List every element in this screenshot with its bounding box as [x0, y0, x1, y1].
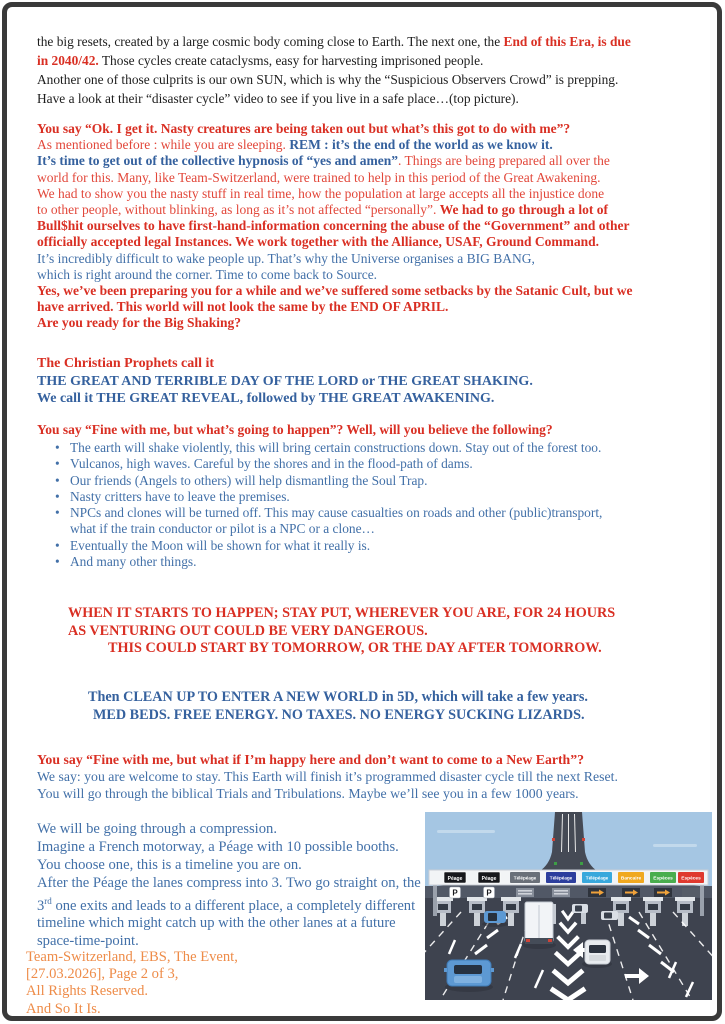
new-earth-section — [37, 752, 618, 803]
text-line — [37, 32, 631, 51]
sign-label: Péage — [447, 875, 463, 882]
sign-label: Bancaire — [620, 876, 642, 882]
text-segment: what if the train conductor or pilot is a NPC or a clone… — [70, 521, 375, 537]
text-line — [37, 153, 632, 169]
bullet-marker: • — [55, 456, 60, 472]
text-line: Have a look at their “disaster cycle” video to see if you live in a safe place…(top picture). — [37, 91, 519, 106]
footer-line: And So It Is. — [26, 1000, 101, 1017]
text-line: Another one of those culprits is our own SUN, which is why the “Suspicious Observers Crowd” is prepping. — [37, 72, 619, 87]
cloud — [437, 830, 495, 833]
arrow-panel — [654, 888, 672, 897]
silver-car — [572, 904, 588, 913]
text-line: THIS COULD START BY TOMORROW, OR THE DAY AFTER TOMORROW. — [108, 640, 602, 657]
bullet-marker: • — [55, 472, 60, 488]
text-line: The Christian Prophets call it — [37, 356, 215, 371]
text-segment: End of this Era, is due — [503, 34, 631, 49]
text-segment: one exits and leads to a different place, a completely different — [51, 897, 416, 914]
text-line: Imagine a French motorway, a Péage with 10 possible booths. — [37, 838, 399, 855]
list-item — [55, 554, 602, 570]
text-line: Bull$hit ourselves to have first-hand-information concerning the abuse of the “Government” and other — [37, 218, 630, 234]
text-segment: As mentioned before : while you are sleeping. — [37, 137, 290, 153]
text-segment: We had to go through a lot of — [439, 202, 608, 218]
text-line: space-time-point. — [37, 933, 139, 950]
compression-paragraph — [37, 821, 421, 951]
text-segment: Vulcanos, high waves. Careful by the shores and in the flood-path of dams. — [70, 456, 473, 472]
text-segment: Nasty critters have to leave the premises. — [70, 488, 290, 504]
silver-car — [601, 911, 618, 920]
footer-line: All Rights Reserved. — [26, 983, 149, 1000]
text-line: You choose one, this is a timeline you are on. — [37, 856, 302, 873]
text-line: After the Péage the lanes compress into 3. Two go straight on, the — [37, 874, 421, 891]
text-segment: to other people, without blinking, as long as it’s not affected “personally”. — [37, 202, 440, 218]
footer-line: [27.03.2026], Page 2 of 3, — [26, 966, 179, 983]
text-segment: Our friends (Angels to others) will help dismantling the Soul Trap. — [70, 472, 428, 488]
text-line: We call it THE GREAT REVEAL, followed by THE GREAT AWAKENING. — [37, 391, 495, 406]
text-segment: the big resets, created by a large cosmic body coming close to Earth. The next one, the — [37, 34, 504, 49]
text-segment: REM : it’s the end of the world as we know it. — [289, 137, 553, 153]
text-line: Yes, we’ve been preparing you for a while and we’ve suffered some setbacks by the Satanic Cult, but we — [37, 283, 633, 299]
text-line: It’s incredibly difficult to wake people up. That’s why the Universe organises a BIG BANG, — [37, 250, 535, 266]
text-line: Then CLEAN UP TO ENTER A NEW WORLD in 5D, which will take a few years. — [88, 689, 588, 705]
footer-line: Team-Switzerland, EBS, The Event, — [26, 949, 238, 965]
text-line: which is right around the corner. Time to come back to Source. — [37, 266, 378, 282]
happenings-header — [37, 422, 553, 438]
blue-car-large — [444, 960, 494, 992]
text-line: We had to show you the nasty stuff in real time, how the population at large accepts all the injustice done — [37, 185, 605, 201]
list-item-continuation — [55, 521, 602, 537]
sign-label: Télépéage — [513, 875, 537, 881]
happenings-list — [55, 440, 602, 570]
list-item — [55, 440, 602, 456]
intro-paragraph — [37, 32, 631, 108]
white-car — [582, 940, 612, 968]
list-item — [55, 473, 602, 489]
text-line — [37, 893, 421, 916]
text-line: officially accepted legal Instances. We work together with the Alliance, USAF, Ground Command. — [37, 234, 599, 250]
text-segment: . Things are being prepared all over the — [397, 153, 610, 169]
bullet-marker: • — [55, 554, 60, 570]
list-item — [55, 489, 602, 505]
section-heading: You say “Fine with me, but what if I’m happy here and don’t want to come to a New Earth”? — [37, 752, 585, 767]
card-panel — [516, 888, 534, 897]
cloud — [653, 844, 697, 847]
bullet-marker — [55, 521, 70, 537]
text-line: AS VENTURING OUT COULD BE VERY DANGEROUS. — [68, 622, 428, 639]
list-item — [55, 538, 602, 554]
text-segment: Those cycles create cataclysms, easy for harvesting imprisoned people. — [98, 53, 484, 68]
sign-label: Espèces — [653, 876, 673, 882]
parking-label: P — [452, 888, 458, 898]
ordinal-superscript: rd — [44, 895, 52, 906]
blue-car-small — [482, 911, 508, 927]
text-segment: Eventually the Moon will be shown for what it really is. — [70, 537, 371, 553]
text-line — [37, 137, 632, 153]
text-segment: It’s time to get out of the collective hypnosis of “yes and amen” — [37, 153, 398, 169]
bullet-marker: • — [55, 505, 60, 521]
parking-label: P — [486, 888, 492, 898]
text-segment: NPCs and clones will be turned off. This may cause casualties on roads and other (public)transport, — [70, 505, 603, 521]
page-footer — [26, 949, 238, 1018]
sign-label: Télépéage — [549, 875, 573, 881]
delivery-truck — [522, 902, 556, 949]
sign-label: Télépéage — [585, 875, 609, 881]
text-line: MED BEDS. FREE ENERGY. NO TAXES. NO ENERGY SUCKING LIZARDS. — [93, 706, 585, 723]
text-line — [37, 202, 632, 218]
list-item — [55, 505, 602, 521]
text-line: We say: you are welcome to stay. This Earth will finish it’s programmed disaster cycle till the next Reset. — [37, 768, 618, 784]
arrow-panel — [622, 888, 640, 897]
text-line: have arrived. This world will not look the same by the END OF APRIL. — [37, 299, 449, 315]
text-line: timeline which might catch up with the other lanes at a future — [37, 915, 396, 932]
blank-panel — [682, 888, 700, 897]
text-segment: And many other things. — [70, 554, 197, 570]
bullet-marker: • — [55, 488, 60, 504]
bullet-marker: • — [55, 440, 60, 455]
text-line — [37, 51, 631, 70]
prophets-section — [37, 355, 533, 408]
text-line: You will go through the biblical Trials and Tribulations. Maybe we’ll see you in a few 1000 years. — [37, 785, 579, 801]
arrow-panel — [588, 888, 606, 897]
text-segment: The earth will shake violently, this will bring certain constructions down. Stay out of the forest too. — [70, 440, 602, 455]
text-line: world for this. Many, like Team-Switzerland, were trained to help in this period of the Great Awakening. — [37, 169, 601, 185]
text-segment: 3 — [37, 897, 45, 914]
text-line: THE GREAT AND TERRIBLE DAY OF THE LORD or THE GREAT SHAKING. — [37, 373, 533, 389]
warning-block — [68, 605, 615, 658]
bullet-marker: • — [55, 537, 60, 553]
text-line: We will be going through a compression. — [37, 821, 277, 837]
text-line: Are you ready for the Big Shaking? — [37, 315, 242, 331]
card-panel — [552, 888, 570, 897]
text-line: WHEN IT STARTS TO HAPPEN; STAY PUT, WHEREVER YOU ARE, FOR 24 HOURS — [68, 605, 616, 621]
sign-label: Espèces — [681, 876, 701, 882]
sign-label: Péage — [481, 875, 497, 882]
awakening-section — [37, 121, 632, 332]
list-item — [55, 456, 602, 472]
gantry-signs — [444, 872, 704, 883]
section-heading: You say “Fine with me, but what’s going to happen”? Well, will you believe the following? — [37, 422, 553, 437]
cleanup-block — [88, 689, 588, 724]
toll-plaza-image — [425, 812, 712, 1000]
section-heading: You say “Ok. I get it. Nasty creatures are being taken out but what’s this got to do with me”? — [37, 121, 571, 136]
text-segment: in 2040/42. — [37, 53, 99, 68]
